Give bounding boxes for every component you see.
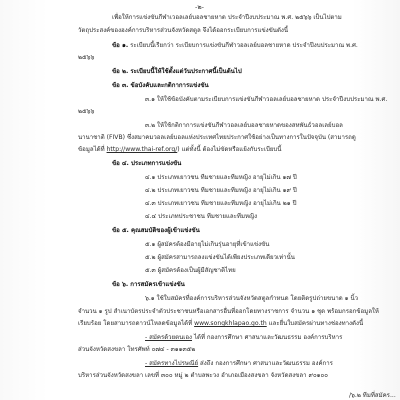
qualification-5-1: ๕.๑ ผู้สมัครต้องมีอายุไม่เกินรุ่นอายุที่เข้าแข่งขัน bbox=[145, 241, 270, 248]
clause-3-title: ข้อบังคับและกติกาการแข่งขัน bbox=[128, 82, 209, 89]
download-suffix: และยื่นใบสมัครผ่านทางช่องทางดังนี้ bbox=[266, 320, 364, 327]
clause-5 bbox=[112, 227, 200, 235]
application-download-line bbox=[78, 320, 363, 328]
clause-3 bbox=[112, 82, 209, 90]
page-number: -๒- bbox=[195, 3, 204, 11]
clause-6 bbox=[112, 281, 185, 289]
apply-by-post-label: - สมัครทางไปรษณีย์ bbox=[145, 360, 199, 367]
apply-in-person-label: - สมัครด้วยตนเอง bbox=[145, 334, 193, 341]
thai-ref-link[interactable]: http://www.thai-ref.org/ bbox=[106, 146, 178, 153]
qualification-5-2: ๕.๒ ผู้สมัครสามารถลงแข่งขันได้เพียงประเภทเดียวเท่านั้น bbox=[145, 254, 295, 261]
clause-3-2: ๓.๒ ให้ใช้กติกาการแข่งขันกีฬาวอลเลย์บอลชายหาดของสหพันธ์วอลเลย์บอล bbox=[145, 122, 343, 129]
clause-3-1: ๓.๑ ให้ใช้ข้อบังคับตามระเบียบการแข่งขันกีฬาวอลเลย์บอลชายหาด ประจำปีงบประมาณ พ.ศ. bbox=[145, 96, 388, 103]
clause-1-number: ข้อ ๑. bbox=[112, 42, 129, 49]
clause-6-number: ข้อ ๖. bbox=[112, 281, 129, 288]
download-prefix: เรียบร้อย โดยสามารถดาวน์โหลดข้อมูลได้ที่ bbox=[78, 320, 195, 327]
songkhlapao-link[interactable]: www.songkhlapao.go.th bbox=[194, 320, 267, 327]
clause-4-title: ประเภทการแข่งขัน bbox=[128, 160, 182, 167]
category-4-2: ๔.๒ ประเภทเยาวชน ทีมชายและทีมหญิง อายุไม่เกิน ๑๙ ปี bbox=[145, 187, 297, 194]
application-6-1: ๖.๑ ใช้ใบสมัครที่องค์การบริหารส่วนจังหวัดสตูลกำหนด โดยติดรูปถ่ายขนาด ๑ นิ้ว bbox=[145, 295, 359, 302]
category-4-3: ๔.๓ ประเภทเยาวชน ทีมชายและทีมหญิง อายุไม่เกิน ๒๑ ปี bbox=[145, 200, 297, 207]
qualification-5-3: ๕.๓ ผู้สมัครต้องเป็นผู้มีสัญชาติไทย bbox=[145, 267, 236, 274]
apply-in-person-line bbox=[145, 334, 342, 342]
apply-by-post-line bbox=[145, 360, 333, 368]
apply-by-post-text: ส่งถึง กองการศึกษา ศาสนาและวัฒนธรรม องค์การ bbox=[198, 360, 333, 367]
category-4-1: ๔.๑ ประเภทเยาวชน ทีมชายและทีมหญิง อายุไม่เกิน ๑๗ ปี bbox=[145, 174, 297, 181]
clause-1 bbox=[112, 42, 358, 50]
intro-line-2: วัตถุประสงค์ของฮงค์การบริหารส่วนจังหวัดสตูล จึงได้ออกระเบียบการแข่งขันดังนี้ bbox=[78, 27, 289, 34]
clause-3-1-year: ๒๕๖๖ bbox=[78, 108, 95, 115]
application-6-1-cont: จำนวน ๑ รูป สำเนาบัตรประจำตัวประชาชนหรือเอกสารอื่นที่ออกโดยทางราชการ จำนวน ๑ ชุด พร้อมกรอกข้อมูลให้ bbox=[78, 308, 379, 315]
clause-4 bbox=[112, 160, 181, 168]
clause-5-title: คุณสมบัติของผู้เข้าแข่งขัน bbox=[128, 227, 200, 234]
clause-2 bbox=[112, 68, 242, 76]
clause-3-2-link-line bbox=[78, 146, 281, 154]
apply-in-person-phone: ส่วนจังหวัดสงขลา โทรศัพท์ ๐๗๔ - ๓๑๑๓๕๒ bbox=[78, 346, 196, 353]
clause-3-2-link-prefix: ข้อมูลได้ที่ bbox=[78, 146, 107, 153]
clause-3-2-link-suffix: ) แต่ทั้งนี้ ต้องไม่ขัดหรือแย้งกับระเบียบนี้ bbox=[177, 146, 282, 153]
continuation-note: /๖.๒ ทีมที่สมัคร... bbox=[349, 392, 396, 399]
clause-3-2-cont: นานาชาติ (FIVB) ซึ่งสมาคมวอลเลย์บอลแห่งประเทศไทยประกาศใช้อย่างเป็นทางการในปัจจุบัน (สามารถดู bbox=[78, 134, 356, 141]
clause-6-title: การสมัครเข้าแข่งขัน bbox=[128, 281, 185, 288]
apply-in-person-text: ได้ที่ กองการศึกษา ศาสนาและวัฒนธรรม องค์การบริหาร bbox=[192, 334, 343, 341]
clause-2-number: ข้อ ๒. bbox=[112, 68, 129, 75]
clause-2-text: ระเบียบนี้ให้ใช้ตั้งแต่วันประกาศนี้เป็นต้นไป bbox=[128, 68, 242, 75]
apply-by-post-address: บริหารส่วนจังหวัดสงขลา เลขที่ ๓๐๐ หมู่ ๒ ตำบลพะวง อำเภอเมืองสงขลา จังหวัดสงขลา ๙๐๑๐๐ bbox=[78, 372, 328, 379]
clause-1-year: ๒๕๖๖ bbox=[78, 54, 95, 61]
clause-1-text: ระเบียบนี้เรียกว่า ระเบียบการแข่งขันกีฬาวอลเลย์บอลชายหาด ประจำปีงบประมาณ พ.ศ. bbox=[128, 42, 358, 49]
category-4-4: ๔.๔ ประเภทประชาชน ทีมชายและทีมหญิง bbox=[145, 213, 258, 220]
clause-4-number: ข้อ ๔. bbox=[112, 160, 129, 167]
clause-3-number: ข้อ ๓. bbox=[112, 82, 129, 89]
clause-5-number: ข้อ ๕. bbox=[112, 227, 129, 234]
intro-line-1: เพื่อให้การแข่งขันกีฬาเวอลเลย์บอลชายหาด ประจำปีงบประมาณ พ.ศ. ๒๕๖๖ เป็นไปตาม bbox=[112, 14, 342, 21]
